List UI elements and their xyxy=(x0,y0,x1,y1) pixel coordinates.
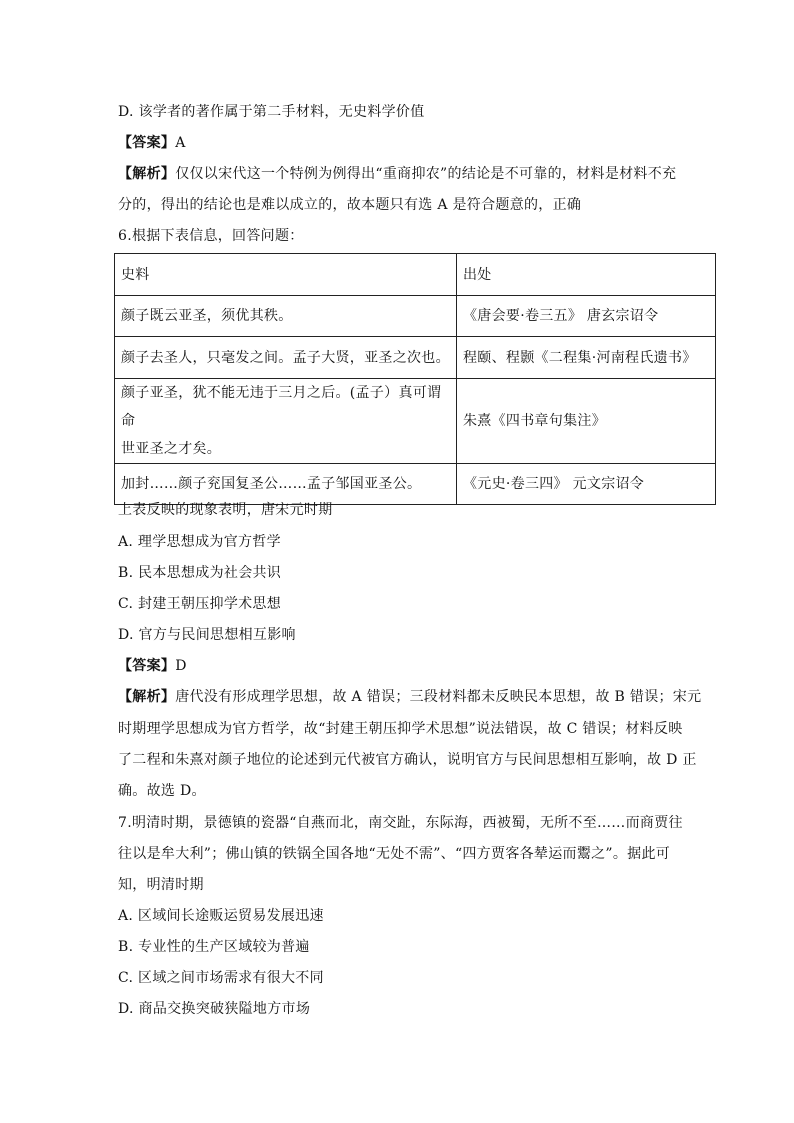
table-row xyxy=(115,464,716,505)
q6-analysis-line-4: 确。故选 D。 xyxy=(118,783,206,799)
q6-option-a: A. 理学思想成为官方哲学 xyxy=(118,534,281,550)
q7-stem-line-1: 7.明清时期，景德镇的瓷器“自燕而北，南交趾，东际海，西被蜀，无所不至……而商贾往 xyxy=(118,815,683,831)
q5-analysis-line-1 xyxy=(118,164,676,184)
table-row xyxy=(115,379,716,464)
answer-label: 【答案】 xyxy=(118,658,176,674)
table-cell-text-line-1: 颜子亚圣，犹不能无违于三月之后。(孟子）真可谓命 xyxy=(121,385,442,429)
table-cell-text: 颜子去圣人，只毫发之间。孟子大贤，亚圣之次也。 xyxy=(115,337,457,379)
answer-label: 【答案】 xyxy=(118,135,176,151)
analysis-label: 【解析】 xyxy=(118,166,176,182)
q7-option-d: D. 商品交换突破狭隘地方市场 xyxy=(118,1001,311,1017)
table-cell-source: 《元史·卷三四》 元文宗诏令 xyxy=(457,464,716,505)
answer-value: D xyxy=(175,658,187,674)
table-header-cell: 史料 xyxy=(115,254,457,296)
q5-option-d: D. 该学者的著作属于第二手材料，无史料学价值 xyxy=(118,104,425,120)
q6-answer xyxy=(118,656,187,676)
table-cell-text: 颜子既云亚圣，须优其秩。 xyxy=(115,296,457,337)
table-row xyxy=(115,337,716,379)
analysis-text: 仅仅以宋代这一个特例为例得出“重商抑农”的结论是不可靠的，材料是材料不充 xyxy=(175,166,677,182)
q5-analysis-line-2: 分的，得出的结论也是难以成立的，故本题只有选 A 是符合题意的，正确 xyxy=(118,197,582,213)
table-cell-source: 朱熹《四书章句集注》 xyxy=(457,379,716,464)
analysis-text: 唐代没有形成理学思想，故 A 错误；三段材料都未反映民本思想，故 B 错误；宋元 xyxy=(175,689,702,705)
table-header-row xyxy=(115,254,716,296)
q7-option-c: C. 区域之间市场需求有很大不同 xyxy=(118,970,324,986)
table-cell-source: 《唐会要·卷三五》 唐玄宗诏令 xyxy=(457,296,716,337)
table-cell-text: 加封……颜子兖国复圣公……孟子邹国亚圣公。 xyxy=(115,464,457,505)
table-cell-source: 程颐、程颢《二程集·河南程氏遗书》 xyxy=(457,337,716,379)
q6-analysis-line-1 xyxy=(118,687,701,707)
answer-value: A xyxy=(175,135,186,151)
q7-stem-line-2: 往以是牟大利”；佛山镇的铁锅全国各地“无处不需”、“四方贾客各辇运而鬻之”。据此可 xyxy=(118,846,671,862)
table-cell-text xyxy=(115,379,457,464)
table-cell-text-line-2: 世亚圣之才矣。 xyxy=(121,441,222,457)
q6-question: 上表反映的现象表明，唐宋元时期 xyxy=(118,502,333,518)
q6-stem: 6.根据下表信息，回答问题： xyxy=(118,228,304,244)
analysis-label: 【解析】 xyxy=(118,689,176,705)
q6-option-b: B. 民本思想成为社会共识 xyxy=(118,565,282,581)
table-row xyxy=(115,296,716,337)
q6-option-c: C. 封建王朝压抑学术思想 xyxy=(118,596,282,612)
q6-analysis-line-3: 了二程和朱熹对颜子地位的论述到元代被官方确认，说明官方与民间思想相互影响，故 D 正 xyxy=(118,752,697,768)
q6-analysis-line-2: 时期理学思想成为官方哲学，故“封建王朝压抑学术思想”说法错误，故 C 错误；材料反映 xyxy=(118,721,683,737)
q6-option-d: D. 官方与民间思想相互影响 xyxy=(118,627,296,643)
q7-option-b: B. 专业性的生产区域较为普遍 xyxy=(118,939,310,955)
table-header-cell: 出处 xyxy=(457,254,716,296)
q7-option-a: A. 区域间长途贩运贸易发展迅速 xyxy=(118,908,324,924)
q7-stem-line-3: 知，明清时期 xyxy=(118,877,204,893)
q5-answer xyxy=(118,133,186,153)
source-table xyxy=(114,253,716,505)
